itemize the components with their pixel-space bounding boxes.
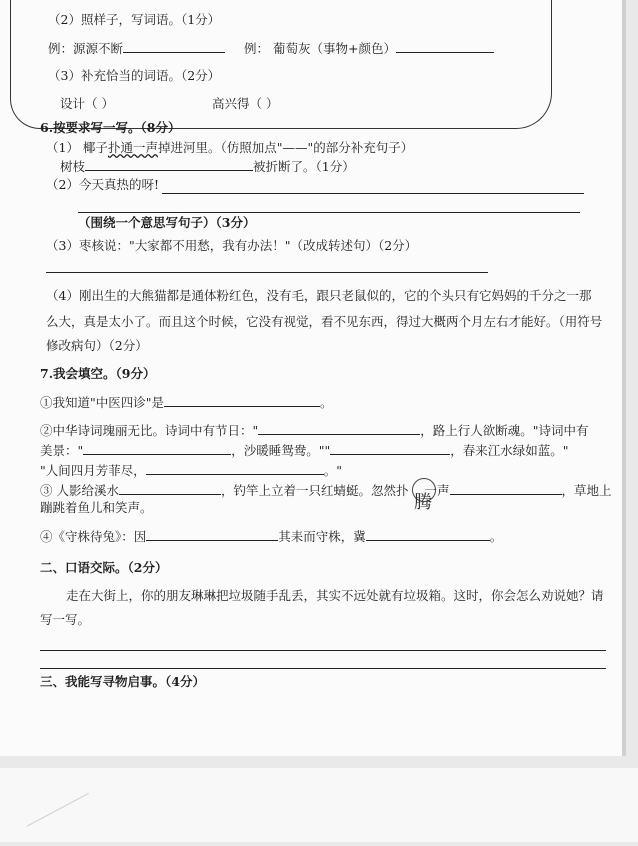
- s6-q2: （2）今天真热的呀!: [46, 177, 159, 192]
- s7-line5: ③ 人影给溪水 ，钓竿上立着一只红蜻蜓。忽然扑 一声 ，草地上: [40, 483, 612, 498]
- s7-line2: ②中华诗词瑰丽无比。诗词中有节日：" ，路上行人欲断魂。"诗词中有: [40, 423, 589, 438]
- s7-line6: 蹦跳着鱼儿和笑声。: [40, 500, 153, 515]
- box-example-1: 例：源源不断: [48, 40, 225, 57]
- s2-prompt-line2: 写一写。: [40, 612, 91, 627]
- section-2-title: 二、口语交际。（2分）: [40, 560, 168, 575]
- s6-q1-answer: 树枝 被折断了。（1分）: [60, 159, 355, 174]
- section-3-title: 三、我能写寻物启事。（4分）: [40, 674, 205, 689]
- s7-line7: ④《守株待兔》：因 其耒而守株，冀 。: [40, 529, 503, 544]
- s6-q2-note: （围绕一个意思写句子）（3分）: [78, 215, 256, 230]
- s6-q4-line2: 么大，真是太小了。而且这个时候，它没有视觉，看不见东西，得过大概两个月左右才能好。（用符号: [46, 314, 603, 329]
- s6-q3: （3）枣核说："大家都不用愁，我有办法！"（改成转述句）（2分）: [46, 238, 418, 253]
- s6-q1: （1） 椰子扑通一声掉进河里。（仿照加点"——"的部分补充句子）: [46, 140, 414, 155]
- s6-q4-line1: （4）刚出生的大熊猫都是通体粉红色，没有毛，跟只老鼠似的，它的个头只有它妈妈的千分之一那: [46, 288, 592, 303]
- s7-line1: ①我知道"中医四诊"是 。: [40, 395, 333, 410]
- box-word-2: 高兴得（ ）: [212, 96, 279, 111]
- section-7-title: 7.我会填空。（9分）: [40, 366, 156, 381]
- box-q2: （2）照样子，写词语。（1分）: [48, 12, 221, 27]
- answer-line: [40, 650, 606, 651]
- answer-line: [78, 212, 580, 213]
- answer-line: [162, 193, 584, 194]
- section-6-title: 6.按要求写一写。（8分）: [40, 120, 181, 135]
- answer-line: [40, 668, 606, 669]
- s2-prompt-line1: 走在大街上，你的朋友琳琳把垃圾随手乱丢，其实不远处就有垃圾箱。这时，你会怎么劝说她？请: [66, 588, 604, 603]
- s7-line3: 美景：" ，沙暖睡鸳鸯。"" ，春来江水绿如蓝。": [40, 443, 569, 458]
- box-q3: （3）补充恰当的词语。（2分）: [48, 68, 221, 83]
- answer-line: [46, 272, 488, 273]
- s7-line4: "人间四月芳菲尽， 。": [40, 463, 342, 478]
- next-page-edge: [0, 768, 638, 842]
- box-example-2: 例： 葡萄灰（事物+颜色）: [244, 40, 494, 57]
- s6-q4-line3: 修改病句）（2分）: [46, 338, 148, 353]
- handwritten-character: 腾: [414, 492, 432, 513]
- box-word-1: 设计（ ）: [60, 96, 114, 111]
